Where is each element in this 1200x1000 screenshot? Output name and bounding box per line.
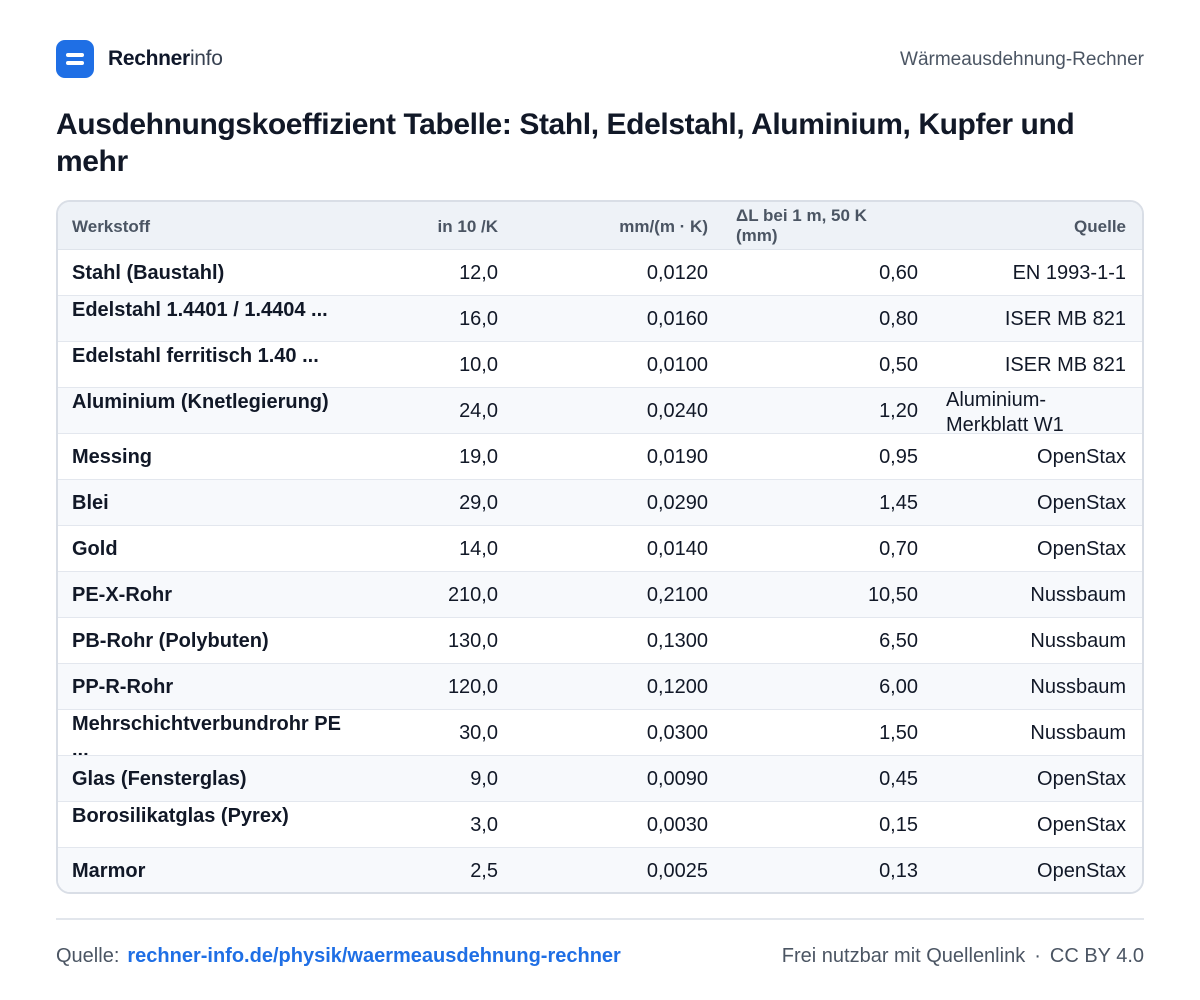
cell-mm-per-m-k: 0,0240 (646, 400, 708, 422)
column-header-coefficient: in 10 /K (437, 217, 498, 236)
table-row (58, 848, 1142, 894)
cell-coefficient: 3,0 (470, 814, 498, 836)
cell-quelle: EN 1993-1-1 (1012, 262, 1126, 284)
cell-quelle: ISER MB 821 (1004, 308, 1126, 330)
brand-name-light: info (189, 47, 223, 70)
cell-quelle: Nussbaum (1030, 676, 1126, 698)
cell-delta-l: 0,60 (879, 262, 918, 284)
cell-werkstoff: Stahl (Baustahl) (72, 262, 225, 284)
footer-source-label: Quelle: (56, 945, 120, 967)
cell-werkstoff: Edelstahl ferritisch 1.40 ... (72, 345, 319, 367)
cell-delta-l: 0,80 (879, 308, 918, 330)
site-header (56, 40, 1144, 78)
cell-mm-per-m-k: 0,0300 (646, 722, 708, 744)
footer-divider (56, 918, 1144, 920)
cell-werkstoff: Mehrschichtverbundrohr PE ... (72, 713, 341, 755)
cell-quelle: Aluminium-Merkblatt W1 (946, 389, 1064, 434)
license-badge: CC BY 4.0 (1049, 945, 1144, 967)
cell-mm-per-m-k: 0,0160 (646, 308, 708, 330)
cell-werkstoff: PB-Rohr (Polybuten) (72, 630, 269, 652)
cell-mm-per-m-k: 0,0120 (646, 262, 708, 284)
cell-coefficient: 19,0 (459, 446, 498, 468)
cell-coefficient: 12,0 (459, 262, 498, 284)
cell-mm-per-m-k: 0,0290 (646, 492, 708, 514)
table-row (58, 664, 1142, 710)
cell-delta-l: 0,45 (879, 768, 918, 790)
cell-werkstoff: Gold (72, 538, 118, 560)
table-row (58, 710, 1142, 756)
column-header-mm-per-m-k: mm/(m · K) (619, 217, 708, 236)
cell-mm-per-m-k: 0,0030 (646, 814, 708, 836)
cell-mm-per-m-k: 0,2100 (646, 584, 708, 606)
cell-delta-l: 0,95 (879, 446, 918, 468)
license-text: Frei nutzbar mit Quellenlink (781, 945, 1026, 967)
cell-quelle: Nussbaum (1030, 584, 1126, 606)
cell-delta-l: 6,00 (879, 676, 918, 698)
column-header-delta-l: ΔL bei 1 m, 50 K (mm) (736, 206, 867, 245)
cell-quelle: OpenStax (1037, 492, 1126, 514)
cell-delta-l: 0,15 (879, 814, 918, 836)
cell-quelle: Nussbaum (1030, 630, 1126, 652)
table-row (58, 388, 1142, 434)
footer-license (782, 944, 1144, 968)
cell-delta-l: 0,50 (879, 354, 918, 376)
footer-source (56, 944, 621, 968)
table-row (58, 296, 1142, 342)
cell-mm-per-m-k: 0,1300 (646, 630, 708, 652)
brand-logo[interactable] (108, 47, 223, 71)
footer-separator: · (1034, 945, 1041, 967)
cell-delta-l: 0,13 (879, 860, 918, 882)
cell-werkstoff: Glas (Fensterglas) (72, 768, 247, 790)
cell-coefficient: 29,0 (459, 492, 498, 514)
cell-delta-l: 1,20 (879, 400, 918, 422)
cell-werkstoff: PP-R-Rohr (72, 676, 174, 698)
cell-quelle: Nussbaum (1030, 722, 1126, 744)
cell-coefficient: 9,0 (470, 768, 498, 790)
cell-mm-per-m-k: 0,0025 (646, 860, 708, 882)
cell-quelle: ISER MB 821 (1004, 354, 1126, 376)
footer (56, 944, 1144, 970)
cell-coefficient: 30,0 (459, 722, 498, 744)
table-row (58, 250, 1142, 296)
cell-coefficient: 2,5 (470, 860, 498, 882)
cell-coefficient: 10,0 (459, 354, 498, 376)
cell-mm-per-m-k: 0,0140 (646, 538, 708, 560)
table-row (58, 480, 1142, 526)
table-row (58, 342, 1142, 388)
calculator-name: Wärmeausdehnung-Rechner (900, 49, 1144, 70)
cell-coefficient: 130,0 (447, 630, 498, 652)
cell-werkstoff: Edelstahl 1.4401 / 1.4404 ... (72, 299, 328, 321)
cell-werkstoff: Aluminium (Knetlegierung) (72, 391, 329, 413)
cell-mm-per-m-k: 0,0090 (646, 768, 708, 790)
coefficient-table (56, 200, 1144, 894)
table-row (58, 756, 1142, 802)
cell-quelle: OpenStax (1037, 446, 1126, 468)
cell-coefficient: 16,0 (459, 308, 498, 330)
cell-werkstoff: Marmor (72, 860, 146, 882)
page-title: Ausdehnungskoeffizient Tabelle: Stahl, Edelstahl, Aluminium, Kupfer und mehr (56, 108, 1075, 178)
cell-werkstoff: Borosilikatglas (Pyrex) (72, 805, 289, 827)
equals-logo-icon[interactable] (56, 40, 94, 78)
cell-coefficient: 24,0 (459, 400, 498, 422)
cell-coefficient: 120,0 (447, 676, 498, 698)
cell-quelle: OpenStax (1037, 768, 1126, 790)
cell-delta-l: 6,50 (879, 630, 918, 652)
table-row (58, 618, 1142, 664)
cell-mm-per-m-k: 0,1200 (646, 676, 708, 698)
cell-mm-per-m-k: 0,0100 (646, 354, 708, 376)
cell-mm-per-m-k: 0,0190 (646, 446, 708, 468)
cell-werkstoff: Blei (72, 492, 109, 514)
cell-quelle: OpenStax (1037, 538, 1126, 560)
cell-quelle: OpenStax (1037, 860, 1126, 882)
table-row (58, 526, 1142, 572)
source-link[interactable]: rechner-info.de/physik/waermeausdehnung-rechner (127, 945, 621, 967)
table-header (58, 202, 1142, 250)
table-row (58, 572, 1142, 618)
cell-coefficient: 14,0 (459, 538, 498, 560)
cell-delta-l: 10,50 (867, 584, 918, 606)
cell-delta-l: 1,50 (879, 722, 918, 744)
column-header-werkstoff: Werkstoff (72, 217, 151, 236)
cell-werkstoff: PE-X-Rohr (72, 584, 172, 606)
table-row (58, 802, 1142, 848)
cell-delta-l: 1,45 (879, 492, 918, 514)
table-row (58, 434, 1142, 480)
cell-delta-l: 0,70 (879, 538, 918, 560)
cell-werkstoff: Messing (72, 446, 153, 468)
cell-coefficient: 210,0 (447, 584, 498, 606)
brand-name-bold: Rechner (108, 47, 190, 70)
table-body (58, 250, 1142, 894)
column-header-quelle: Quelle (1074, 217, 1126, 236)
cell-quelle: OpenStax (1037, 814, 1126, 836)
